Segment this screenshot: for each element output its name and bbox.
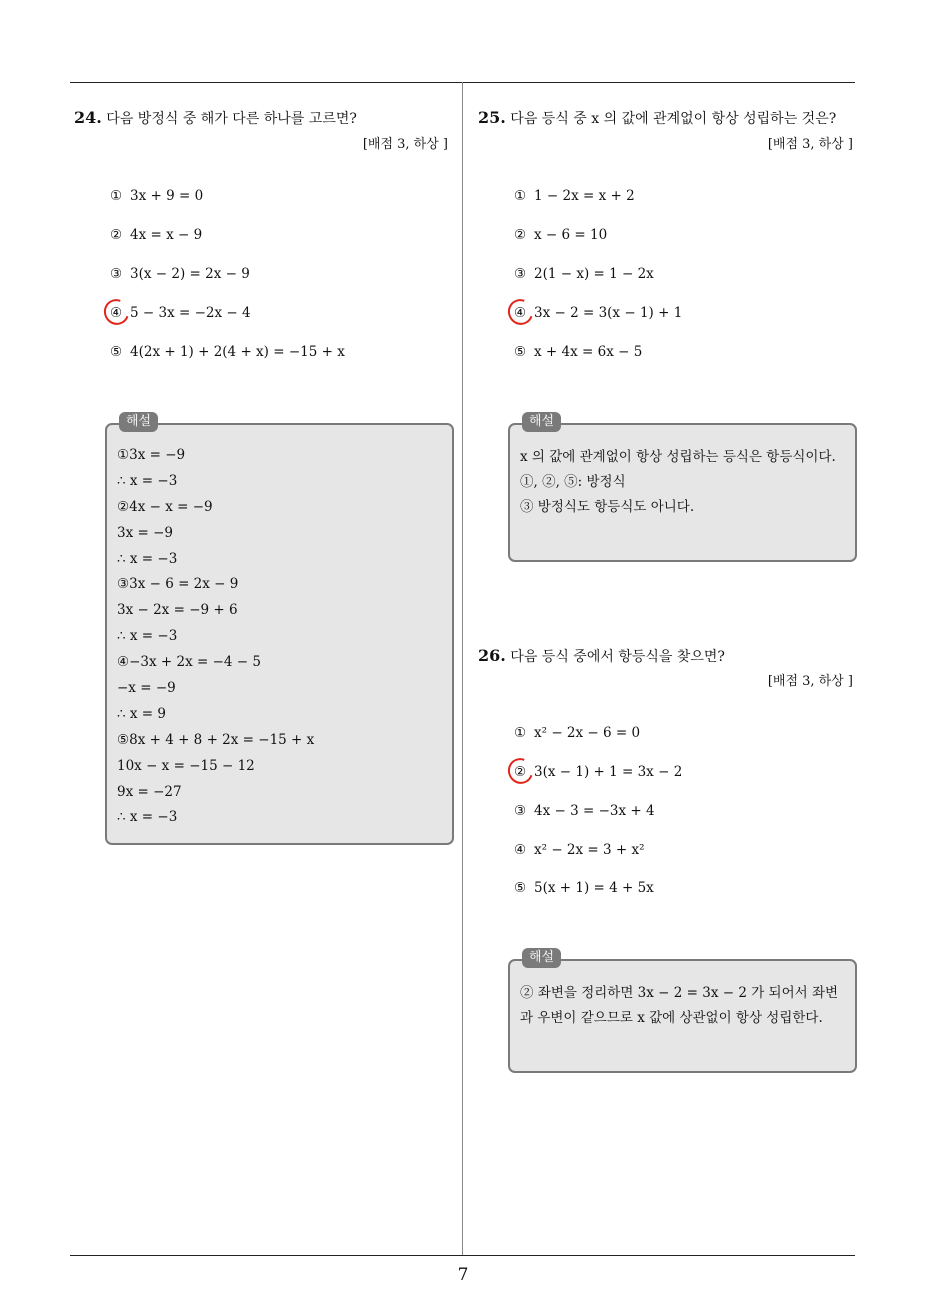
q26-choice-4[interactable] bbox=[514, 841, 645, 859]
q25-solution-box bbox=[508, 414, 857, 562]
q26-choice-2-selected[interactable] bbox=[514, 763, 682, 781]
choice-mark: ① bbox=[110, 188, 123, 204]
solution-line: ②4x − x = −9 bbox=[117, 498, 213, 515]
question-text: 다음 방정식 중 해가 다른 하나를 고르면? bbox=[106, 111, 357, 127]
solution-line: 3x − 2x = −9 + 6 bbox=[117, 602, 238, 619]
choice-mark: ② bbox=[514, 227, 527, 243]
choice-text: 4(2x + 1) + 2(4 + x) = −15 + x bbox=[130, 344, 345, 360]
q26-solution-box bbox=[508, 950, 857, 1073]
question-number: 24. bbox=[74, 108, 102, 127]
choice-text: x² − 2x − 6 = 0 bbox=[534, 725, 641, 741]
choice-mark: ③ bbox=[514, 266, 527, 282]
choice-text: x² − 2x = 3 + x² bbox=[534, 842, 645, 858]
solution-line: 9x = −27 bbox=[117, 783, 182, 800]
column-divider bbox=[462, 82, 463, 1256]
solution-text: x 의 값에 관계없이 항상 성립하는 등식은 항등식이다. bbox=[520, 449, 836, 465]
q25-choice-2[interactable] bbox=[514, 226, 607, 244]
choice-text: 3(x − 1) + 1 = 3x − 2 bbox=[534, 764, 683, 780]
q26-choice-5[interactable] bbox=[514, 879, 654, 897]
choice-mark: ③ bbox=[110, 266, 123, 282]
choice-mark: ⑤ bbox=[110, 344, 123, 360]
choice-mark: ⑤ bbox=[514, 880, 527, 896]
solution-line: ①, ②, ⑤: 방정식 bbox=[520, 474, 626, 490]
choice-mark: ③ bbox=[514, 803, 527, 819]
solution-line: ①3x = −9 bbox=[117, 447, 186, 463]
question-24-title bbox=[74, 108, 357, 129]
solution-text: ② 좌변을 정리하면 3x − 2 = 3x − 2 가 되어서 좌변과 우변이 같으므로 x 값에 상관없이 항상 성립한다. bbox=[520, 985, 839, 1026]
solution-line: ③3x − 6 = 2x − 9 bbox=[117, 576, 239, 593]
choice-text: 3x + 9 = 0 bbox=[130, 188, 204, 204]
choice-text: 5 − 3x = −2x − 4 bbox=[130, 305, 251, 321]
choice-text: x − 6 = 10 bbox=[534, 227, 608, 243]
q24-choice-2[interactable] bbox=[110, 226, 202, 244]
q24-choice-1[interactable] bbox=[110, 187, 203, 205]
solution-label: 해설 bbox=[119, 412, 158, 432]
choice-text: x + 4x = 6x − 5 bbox=[534, 344, 643, 360]
page-number: 7 bbox=[457, 1265, 469, 1285]
question-text: 다음 등식 중에서 항등식을 찾으면? bbox=[510, 649, 725, 665]
solution-label: 해설 bbox=[522, 412, 561, 432]
choice-text: 4x = x − 9 bbox=[130, 227, 203, 243]
q25-choice-5[interactable] bbox=[514, 343, 642, 361]
solution-label: 해설 bbox=[522, 948, 561, 968]
choice-mark: ② bbox=[110, 227, 123, 243]
q24-solution-box bbox=[105, 414, 454, 845]
question-number: 26. bbox=[478, 646, 506, 665]
bottom-rule bbox=[70, 1255, 855, 1256]
choice-text: 1 − 2x = x + 2 bbox=[534, 188, 635, 204]
choice-text: 2(1 − x) = 1 − 2x bbox=[534, 266, 654, 282]
choice-text: 4x − 3 = −3x + 4 bbox=[534, 803, 655, 819]
solution-text-block bbox=[510, 425, 855, 530]
question-26-title bbox=[478, 646, 725, 667]
question-24-meta: [배점 3, 하상 ] bbox=[362, 137, 448, 152]
q25-choice-1[interactable] bbox=[514, 187, 635, 205]
choice-mark: ① bbox=[514, 725, 527, 741]
solution-line: ∴ x = −3 bbox=[117, 550, 178, 567]
solution-lines bbox=[107, 425, 452, 841]
choice-mark: ④ bbox=[514, 842, 527, 858]
q24-choice-4-selected[interactable] bbox=[110, 304, 251, 322]
solution-line: 10x − x = −15 − 12 bbox=[117, 757, 255, 774]
solution-line: ∴ x = −3 bbox=[117, 628, 178, 645]
q26-choice-1[interactable] bbox=[514, 724, 640, 742]
question-25-meta: [배점 3, 하상 ] bbox=[767, 137, 853, 152]
selected-circle-icon: ④ bbox=[514, 304, 534, 322]
choice-text: 5(x + 1) = 4 + 5x bbox=[534, 880, 654, 896]
question-25-title bbox=[478, 108, 836, 129]
q24-choice-3[interactable] bbox=[110, 265, 250, 283]
choice-mark: ① bbox=[514, 188, 527, 204]
question-number: 25. bbox=[478, 108, 506, 127]
choice-mark: ⑤ bbox=[514, 344, 527, 360]
solution-line: −x = −9 bbox=[117, 680, 176, 697]
solution-line: 3x = −9 bbox=[117, 524, 173, 541]
q25-choice-4-selected[interactable] bbox=[514, 304, 682, 322]
question-26-meta: [배점 3, 하상 ] bbox=[767, 674, 853, 689]
q24-choice-5[interactable] bbox=[110, 343, 345, 361]
choice-text: 3x − 2 = 3(x − 1) + 1 bbox=[534, 305, 683, 321]
solution-line: ③ 방정식도 항등식도 아니다. bbox=[520, 499, 695, 515]
q26-choice-3[interactable] bbox=[514, 802, 655, 820]
selected-circle-icon: ④ bbox=[110, 304, 130, 322]
question-text: 다음 등식 중 x 의 값에 관계없이 항상 성립하는 것은? bbox=[510, 111, 837, 127]
selected-circle-icon: ② bbox=[514, 763, 534, 781]
q25-choice-3[interactable] bbox=[514, 265, 654, 283]
choice-text: 3(x − 2) = 2x − 9 bbox=[130, 266, 250, 282]
solution-line: ⑤8x + 4 + 8 + 2x = −15 + x bbox=[117, 731, 315, 748]
solution-line: ∴ x = −3 bbox=[117, 809, 178, 826]
solution-line: ∴ x = −3 bbox=[117, 472, 178, 489]
solution-line: ④−3x + 2x = −4 − 5 bbox=[117, 654, 261, 671]
solution-line: ∴ x = 9 bbox=[117, 705, 166, 722]
